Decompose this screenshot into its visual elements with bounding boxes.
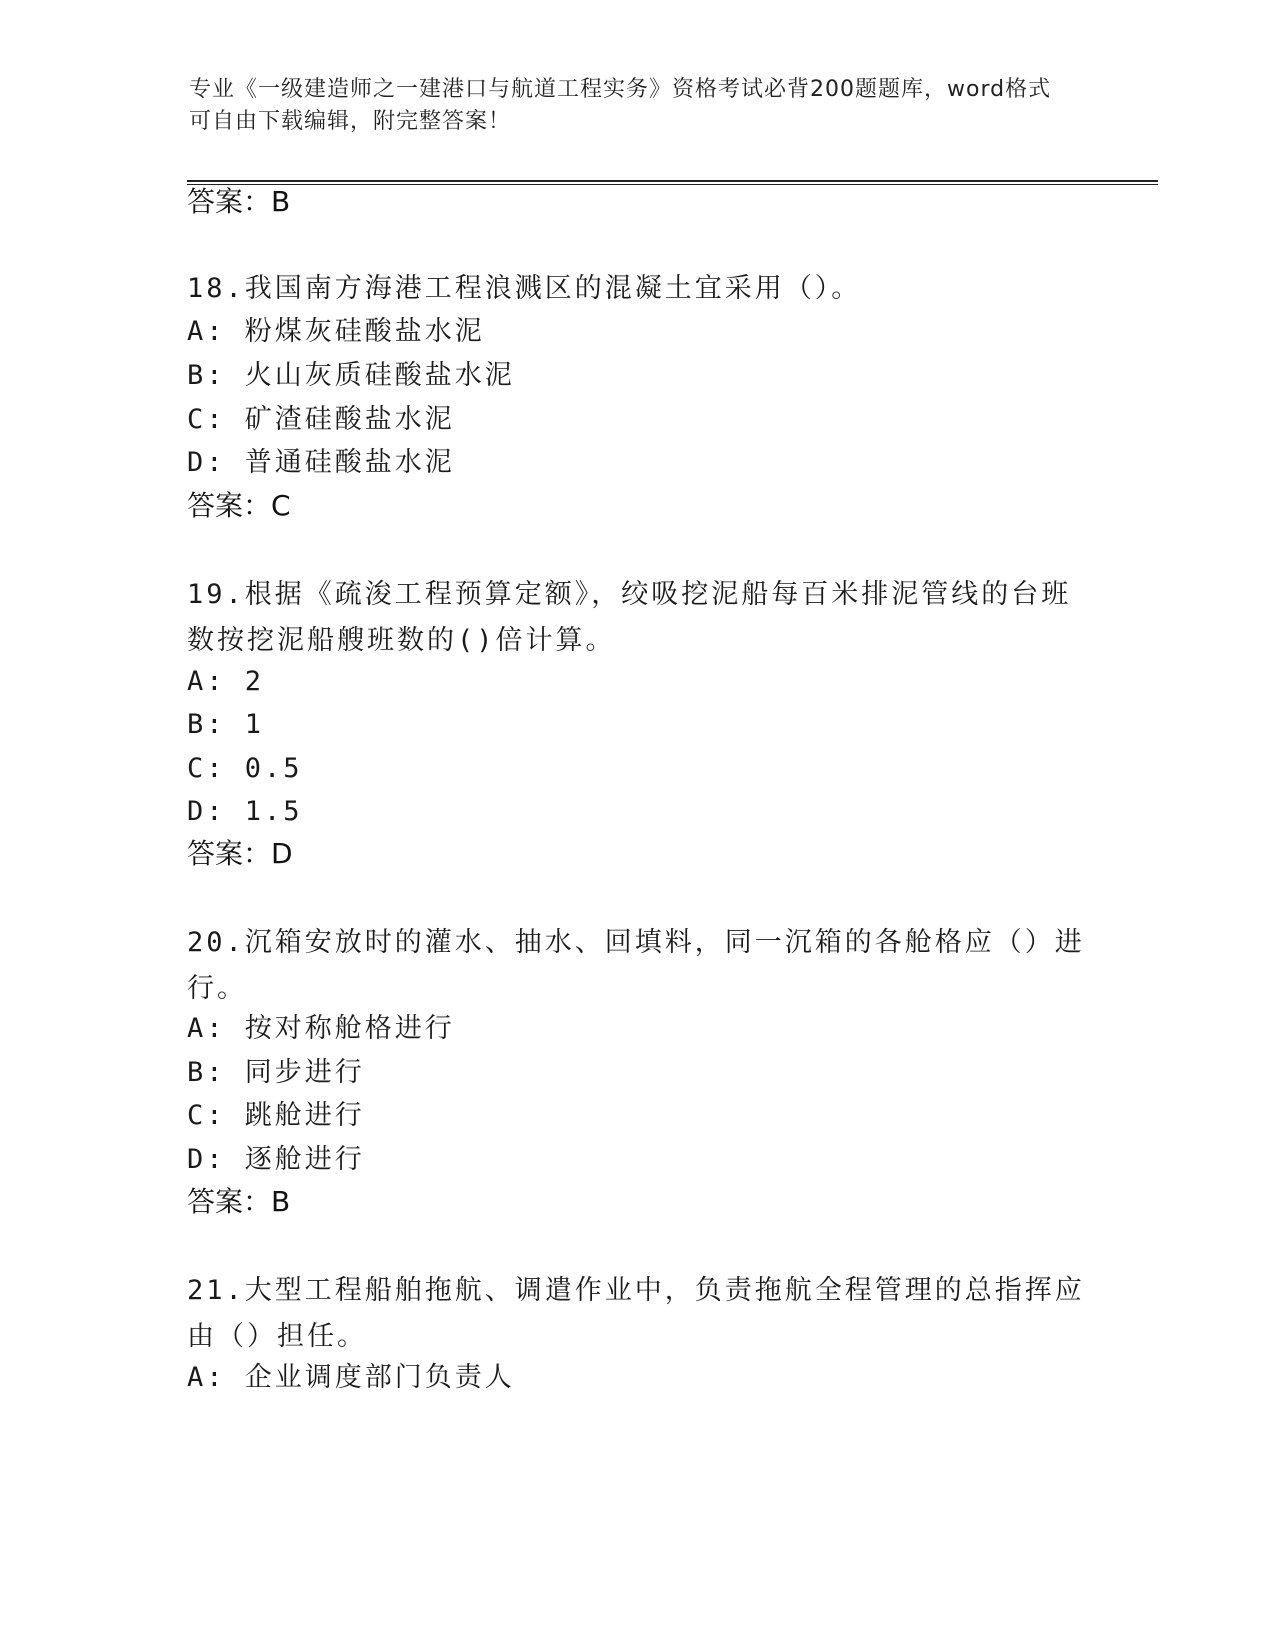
- question-19-option-a: A: 2: [187, 666, 265, 697]
- question-20-text: 20.沉箱安放时的灌水、抽水、回填料，同一沉箱的各舱格应（）进行。: [187, 927, 1085, 1004]
- question-19-option-c: C: 0.5: [187, 753, 303, 784]
- question-18-option-c: C: 矿渣硅酸盐水泥: [187, 404, 455, 435]
- question-19-text: 19.根据《疏浚工程预算定额》，绞吸挖泥船每百米排泥管线的台班数按挖泥船艘班数的()倍计算。: [187, 579, 1072, 656]
- question-19-option-d: D: 1.5: [187, 796, 303, 827]
- question-18-answer: 答案：C: [187, 489, 291, 522]
- question-18-option-b: B: 火山灰质硅酸盐水泥: [187, 360, 515, 391]
- question-20-option-b: B: 同步进行: [187, 1057, 365, 1088]
- question-20-answer: 答案：B: [187, 1185, 291, 1218]
- document-header: 专业《一级建造师之一建港口与航道工程实务》资格考试必背200题题库，word格式可自由下载编辑，附完整答案！: [189, 77, 1052, 134]
- question-19-answer: 答案：D: [187, 837, 293, 870]
- question-18-option-d: D: 普通硅酸盐水泥: [187, 447, 455, 478]
- question-18-option-a: A: 粉煤灰硅酸盐水泥: [187, 316, 485, 347]
- previous-answer: 答案：B: [187, 185, 291, 218]
- question-20-option-c: C: 跳舱进行: [187, 1100, 365, 1131]
- question-20-option-d: D: 逐舱进行: [187, 1144, 365, 1175]
- question-18-text: 18.我国南方海港工程浪溅区的混凝土宜采用（）。: [187, 273, 862, 304]
- question-19-option-b: B: 1: [187, 709, 265, 740]
- question-20-option-a: A: 按对称舱格进行: [187, 1013, 455, 1044]
- header-divider: [187, 180, 1158, 185]
- question-21-option-a: A: 企业调度部门负责人: [187, 1362, 515, 1393]
- question-21-text: 21.大型工程船舶拖航、调遣作业中，负责拖航全程管理的总指挥应由（）担任。: [187, 1275, 1085, 1352]
